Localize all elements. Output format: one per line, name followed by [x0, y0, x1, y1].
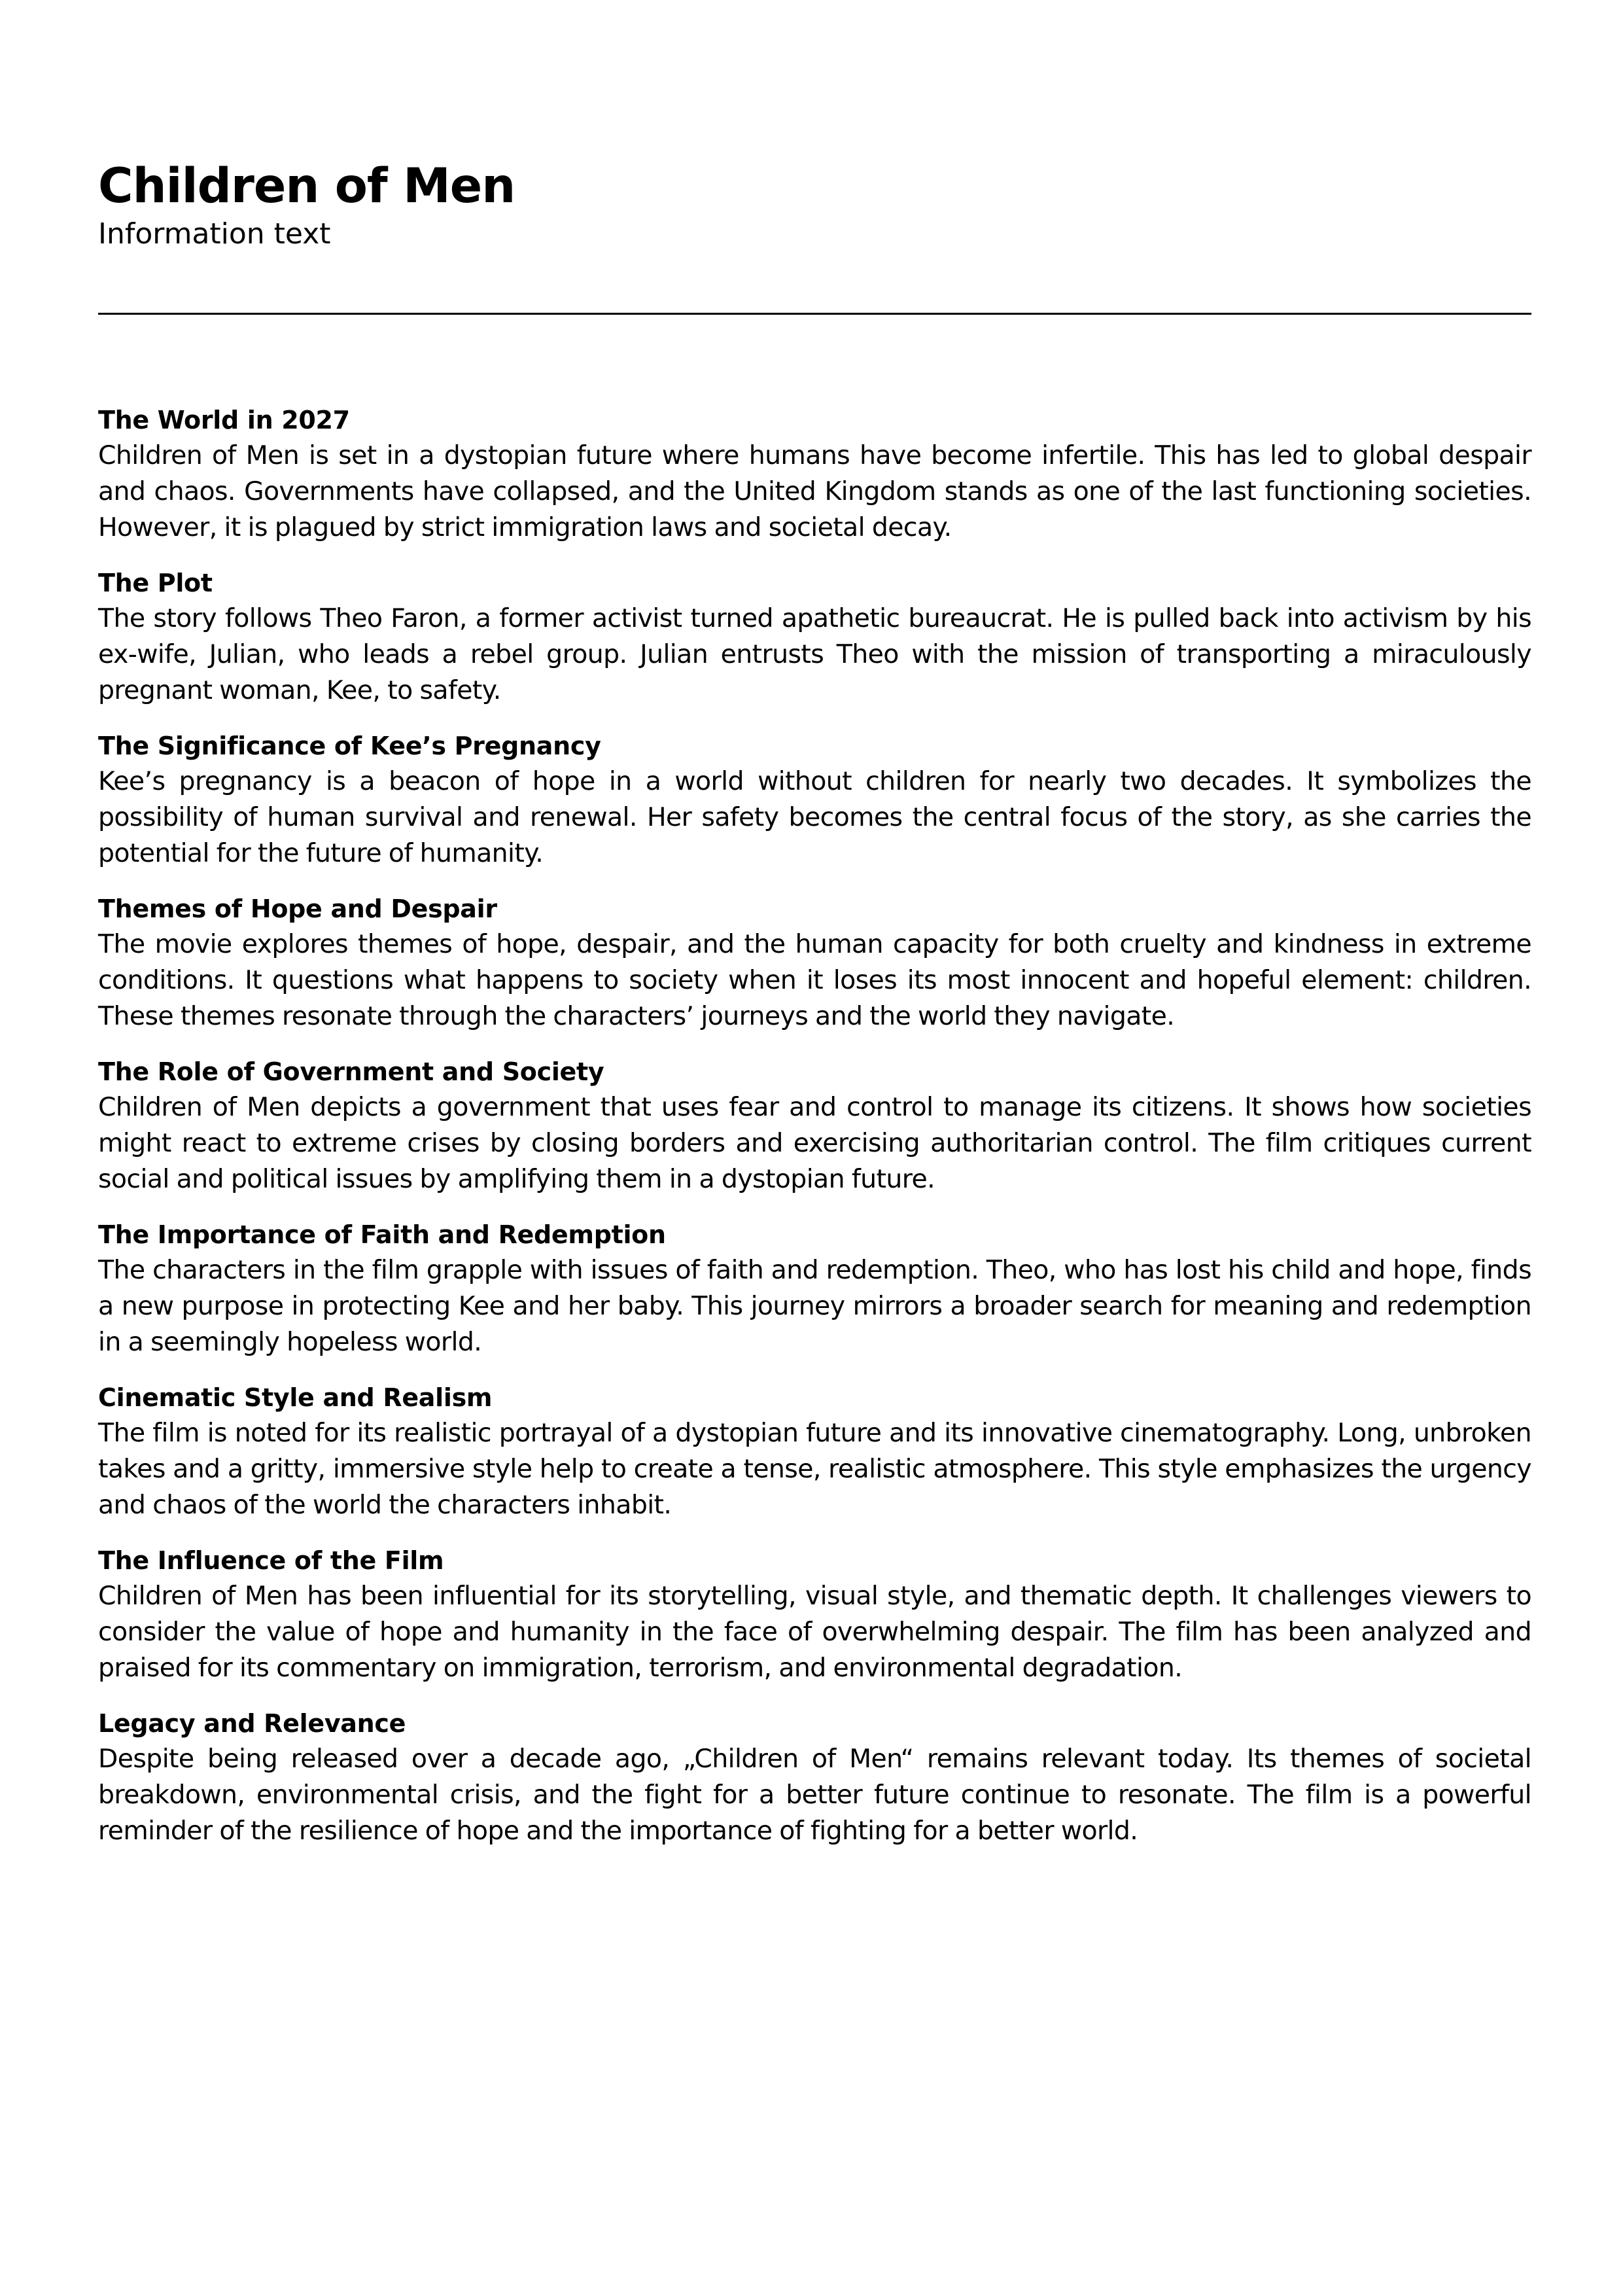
section-body: Kee’s pregnancy is a beacon of hope in a world without children for nearly two decades. It symbolizes the possibility of human survival and renewal. Her safety becomes the central focus of the story, as she carries the potential for the future of humanity. [98, 766, 1531, 868]
section-faith-and-redemption [98, 1217, 1531, 1360]
section-body: The story follows Theo Faron, a former activist turned apathetic bureaucrat. He is pulled back into activism by his ex-wife, Julian, who leads a rebel group. Julian entrusts Theo with the mission of transporting a miraculously pregnant woman, Kee, to safety. [98, 603, 1531, 705]
section-plot [98, 565, 1531, 709]
section-body: Children of Men is set in a dystopian future where humans have become infertile. This has led to global despair and chaos. Governments have collapsed, and the United Kingdom stands as one of the last functioning societies. However, it is plagued by strict immigration laws and societal decay. [98, 440, 1531, 542]
section-body: The film is noted for its realistic portrayal of a dystopian future and its innovative cinematography. Long, unbroken takes and a gritty, immersive style help to create a tense, realistic atmosphere. This style emphasizes the urgency and chaos of the world the characters inhabit. [98, 1418, 1531, 1520]
section-body: Despite being released over a decade ago, „Children of Men“ remains relevant today. Its themes of societal breakdown, environmental crisis, and the fight for a better future continue to resonate. The film is a powerful reminder of the resilience of hope and the importance of fighting for a better world. [98, 1744, 1531, 1846]
section-heading: The Significance of Kee’s Pregnancy [98, 732, 601, 760]
section-heading: The Role of Government and Society [98, 1057, 604, 1086]
section-heading: Cinematic Style and Realism [98, 1383, 493, 1412]
document-content [98, 402, 1531, 1869]
section-body: The characters in the film grapple with issues of faith and redemption. Theo, who has lost his child and hope, finds a new purpose in protecting Kee and her baby. This journey mirrors a broader search for meaning and redemption in a seemingly hopeless world. [98, 1255, 1531, 1357]
section-kees-pregnancy [98, 728, 1531, 872]
section-body: Children of Men has been influential for its storytelling, visual style, and thematic depth. It challenges viewers to consider the value of hope and humanity in the face of overwhelming despair. The film has been analyzed and praised for its commentary on immigration, terrorism, and environmental degradation. [98, 1581, 1531, 1683]
document-header [98, 157, 1531, 253]
header-divider [98, 313, 1531, 315]
section-heading: The Plot [98, 569, 213, 597]
section-hope-and-despair [98, 891, 1531, 1034]
section-body: Children of Men depicts a government that uses fear and control to manage its citizens. It shows how societies might react to extreme crises by closing borders and exercising authoritarian control. The film critiques current social and political issues by amplifying them in a dystopian future. [98, 1092, 1531, 1194]
document-subtitle: Information text [98, 217, 331, 251]
section-influence [98, 1543, 1531, 1686]
section-heading: Legacy and Relevance [98, 1709, 406, 1738]
section-heading: The World in 2027 [98, 406, 350, 434]
section-cinematic-style [98, 1380, 1531, 1523]
section-world-in-2027 [98, 402, 1531, 546]
section-heading: The Importance of Faith and Redemption [98, 1220, 666, 1249]
section-heading: The Influence of the Film [98, 1546, 444, 1575]
section-heading: Themes of Hope and Despair [98, 894, 497, 923]
document-title: Children of Men [98, 158, 515, 214]
section-body: The movie explores themes of hope, despair, and the human capacity for both cruelty and kindness in extreme conditions. It questions what happens to society when it loses its most innocent and hopeful element: children. These themes resonate through the characters’ journeys and the world they navigate. [98, 929, 1531, 1031]
section-legacy [98, 1706, 1531, 1849]
section-government-and-society [98, 1054, 1531, 1197]
